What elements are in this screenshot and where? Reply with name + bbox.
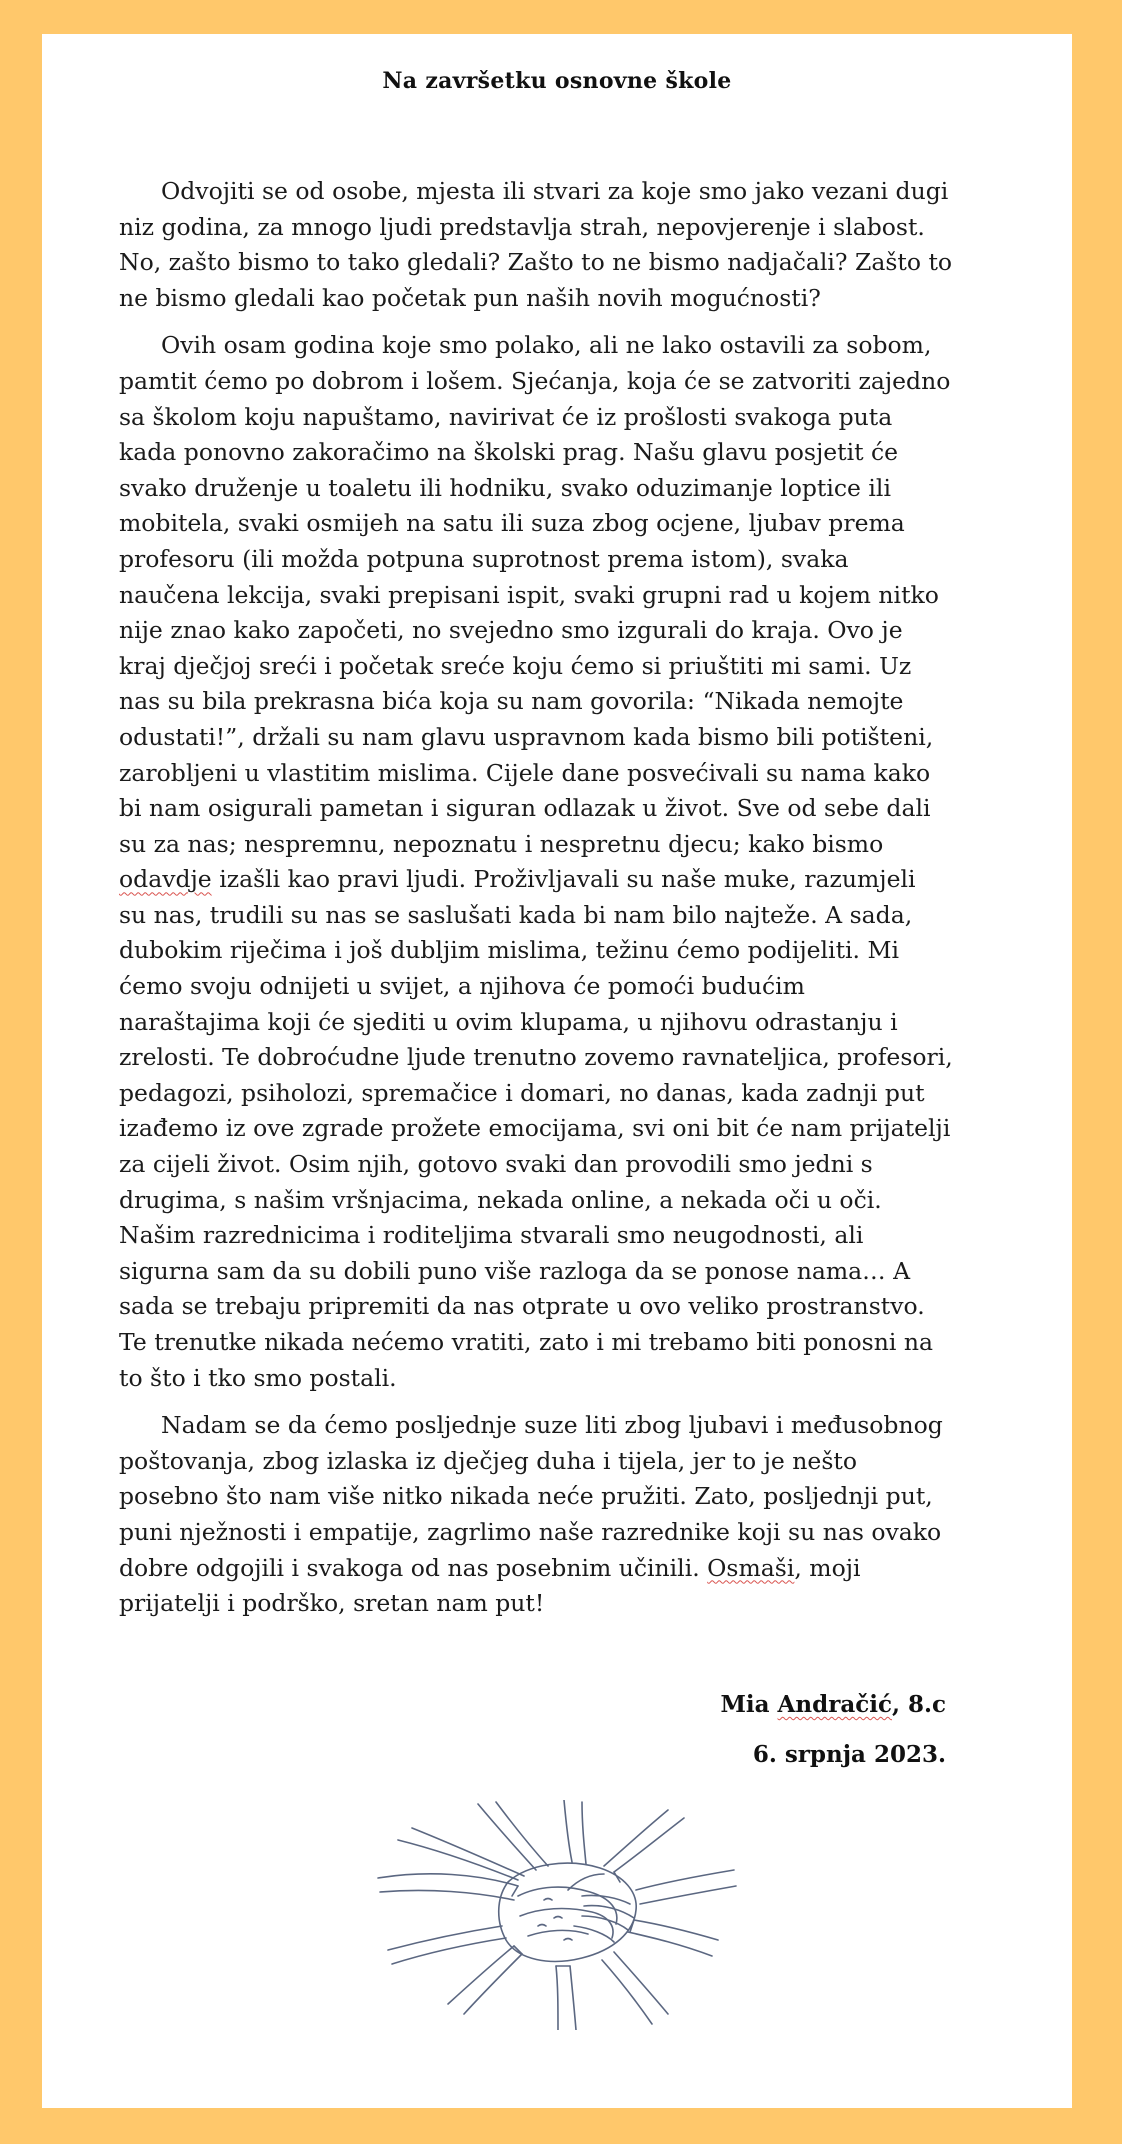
text-line: odustati!”, držali su nam glavu uspravnom kada bismo bili potišteni, [119, 722, 934, 751]
document-body [119, 174, 995, 1634]
document-date: 6. srpnja 2023. [752, 1741, 946, 1768]
text-line: pamtit ćemo po dobrom i lošem. Sjećanja, koja će se zatvoriti zajedno [119, 366, 951, 395]
text-line: Odvojiti se od osobe, mjesta ili stvari za koje smo jako vezani dugi [161, 177, 949, 205]
text-line: zrelosti. Te dobroćudne ljude trenutno zovemo ravnateljica, profesori, [119, 1043, 953, 1072]
text-line: sada se trebaju pripremiti da nas otprate u ovo veliko prostranstvo. [119, 1292, 925, 1321]
text-line: Našim razrednicima i roditeljima stvarali smo neugodnosti, ali [119, 1221, 864, 1250]
text-line: profesoru (ili možda potpuna suprotnost prema istom), svaka [119, 544, 849, 573]
text-line: to što i tko smo postali. [119, 1363, 397, 1392]
text-line: mobitela, svaki osmijeh na satu ili suza zbog ocjene, ljubav prema [119, 509, 905, 538]
text-line: posebno što nam više nitko nikada neće pružiti. Zato, posljednji put, [119, 1482, 933, 1511]
text-line: ćemo svoju odnijeti u svijet, a njihova će pomoći budućim [119, 972, 805, 1001]
text-line: No, zašto bismo to tako gledali? Zašto to ne bismo nadjačali? Zašto to [119, 248, 953, 277]
text-line: puni nježnosti i empatije, zagrlimo naše razrednike koji su nas ovako [119, 1517, 942, 1546]
text-line: ne bismo gledali kao početak pun naših novih mogućnosti? [119, 283, 821, 312]
stacked-hands-illustration [368, 1800, 744, 2030]
text-line: Te trenutke nikada nećemo vratiti, zato i mi trebamo biti ponosni na [119, 1328, 933, 1356]
text-line: odavdje izašli kao pravi ljudi. Proživljavali su naše muke, razumjeli [119, 865, 916, 894]
author-name: Mia Andračić, 8.c [720, 1691, 946, 1718]
text-line: dubokim riječima i još dubljim mislima, težinu ćemo podijeliti. Mi [119, 936, 900, 965]
paragraph-2 [119, 328, 995, 1396]
text-line: naučena lekcija, svaki prepisani ispit, svaki grupni rad u kojem nitko [119, 580, 939, 609]
text-line: izađemo iz ove zgrade prožete emocijama, svi oni bit će nam prijatelji [119, 1114, 951, 1143]
paragraph-1 [119, 174, 995, 316]
text-line: kada ponovno zakoračimo na školski prag. Našu glavu posjetit će [119, 438, 899, 467]
text-line: bi nam osigurali pametan i siguran odlazak u život. Sve od sebe dali [119, 794, 931, 823]
text-line: nas su bila prekrasna bića koja su nam govorila: “Nikada nemojte [119, 687, 904, 716]
paragraph-3 [119, 1408, 995, 1622]
text-line: dobre odgojili i svakoga od nas posebnim učinili. Osmaši, moji [119, 1553, 861, 1582]
document-title: Na završetku osnovne škole [382, 68, 732, 94]
text-line: su nas, trudili su nas se saslušati kada bi nam bilo najteže. A sada, [119, 900, 913, 929]
text-line: pedagozi, psiholozi, spremačice i domari, no danas, kada zadnji put [119, 1078, 925, 1107]
text-line: Nadam se da ćemo posljednje suze liti zbog ljubavi i međusobnog [161, 1411, 943, 1440]
text-line: naraštajima koji će sjediti u ovim klupama, u njihovu odrastanju i [119, 1007, 898, 1036]
document-page [42, 34, 1072, 2108]
signature-block [720, 1680, 946, 1780]
text-line: drugima, s našim vršnjacima, nekada online, a nekada oči u oči. [119, 1185, 882, 1214]
text-line: su za nas; nespremnu, nepoznatu i nespretnu djecu; kako bismo [119, 829, 884, 858]
text-line: za cijeli život. Osim njih, gotovo svaki dan provodili smo jedni s [119, 1150, 873, 1179]
text-line: kraj dječjoj sreći i početak sreće koju ćemo si priuštiti mi sami. Uz [119, 651, 912, 680]
text-line: Ovih osam godina koje smo polako, ali ne lako ostavili za sobom, [161, 331, 932, 360]
text-line: poštovanja, zbog izlaska iz dječjeg duha i tijela, jer to je nešto [119, 1446, 857, 1475]
text-line: zarobljeni u vlastitim mislima. Cijele dane posvećivali su nama kako [119, 758, 931, 787]
text-line: nije znao kako započeti, no svejedno smo izgurali do kraja. Ovo je [119, 616, 903, 645]
text-line: sigurna sam da su dobili puno više razloga da se ponose nama… A [119, 1256, 911, 1285]
text-line: niz godina, za mnogo ljudi predstavlja strah, nepovjerenje i slabost. [119, 212, 925, 241]
text-line: prijatelji i podrško, sretan nam put! [119, 1589, 545, 1618]
text-line: sa školom koju napuštamo, navirivat će iz prošlosti svakoga puta [119, 402, 893, 431]
text-line: svako druženje u toaletu ili hodniku, svako oduzimanje loptice ili [119, 473, 891, 502]
